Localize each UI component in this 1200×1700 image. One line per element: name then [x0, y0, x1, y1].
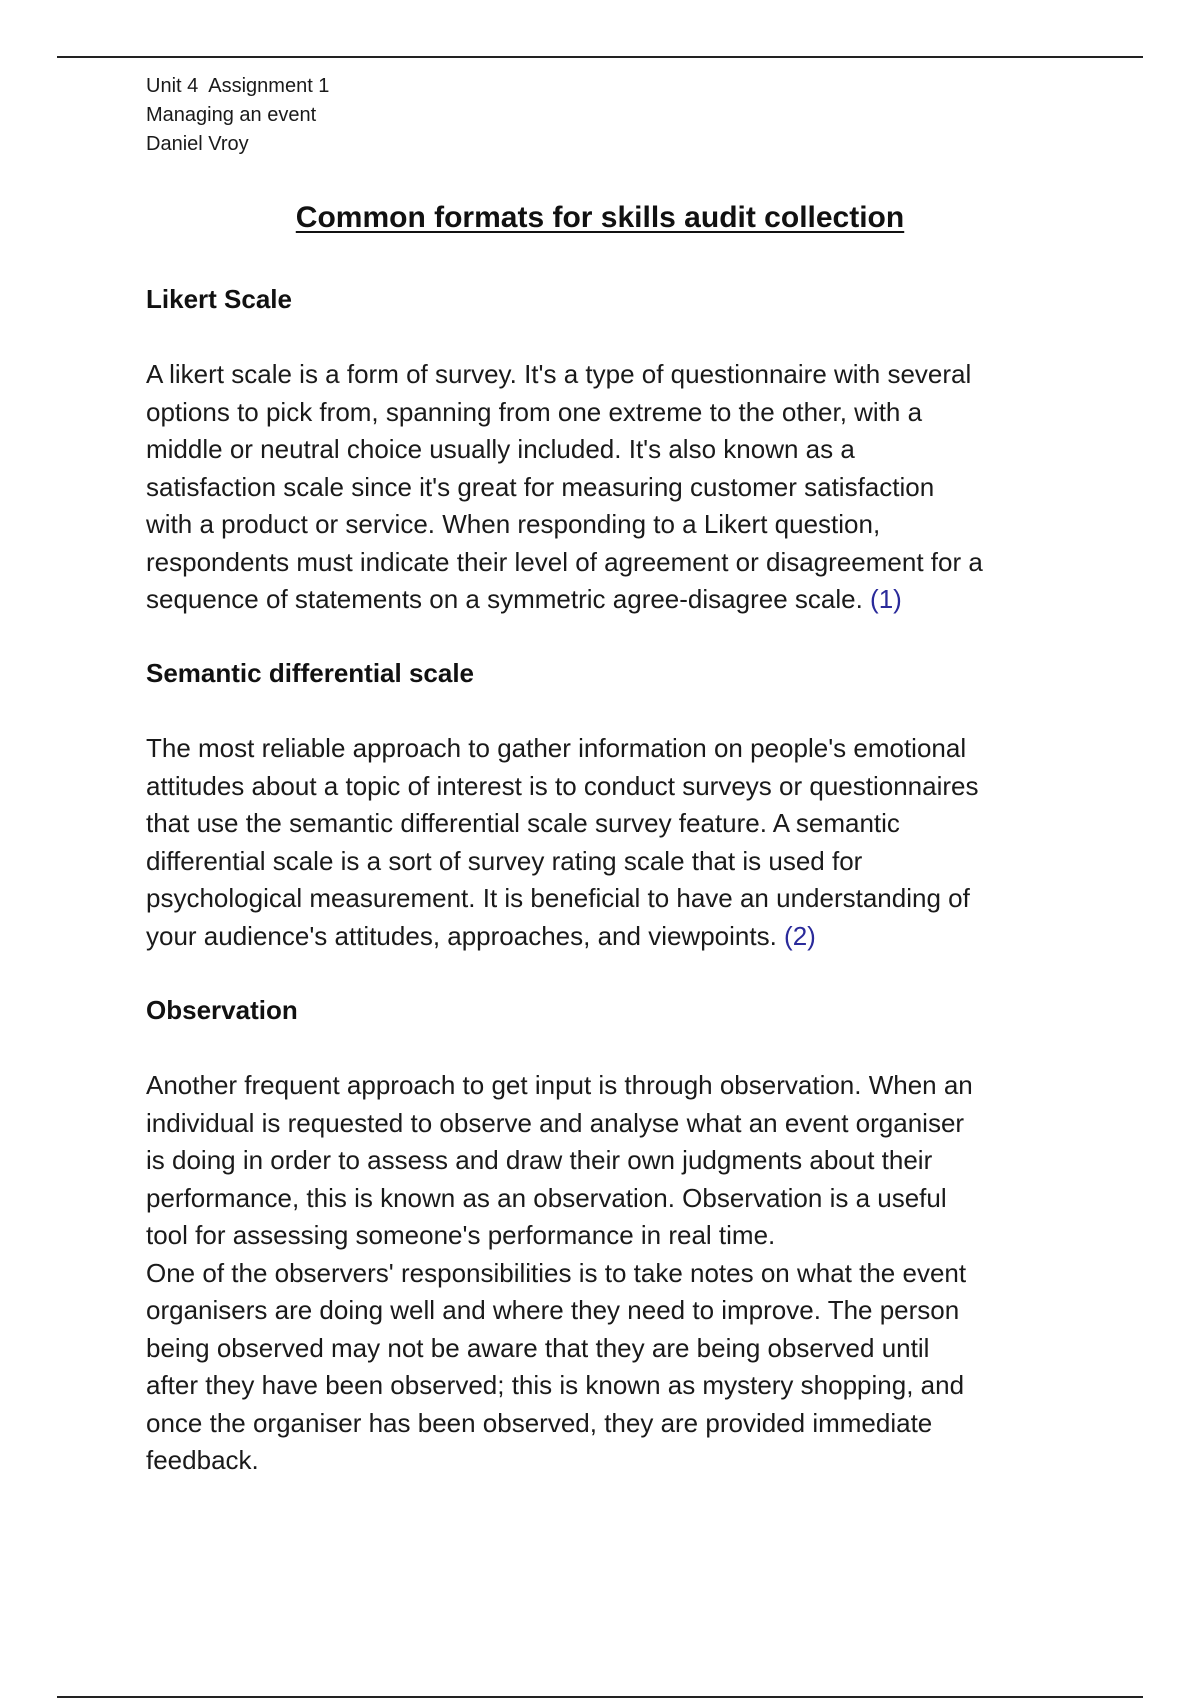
header-author: Daniel Vroy [146, 133, 249, 155]
paragraph-line: feedback. [146, 1445, 259, 1475]
paragraph-line: satisfaction scale since it's great for measuring customer satisfaction [146, 471, 935, 502]
paragraph-line: The most reliable approach to gather information on people's emotional [146, 733, 967, 763]
header-topic: Managing an event [146, 104, 317, 126]
paragraph-line: attitudes about a topic of interest is to conduct surveys or questionnaires [146, 770, 979, 801]
paragraph-line: respondents must indicate their level of agreement or disagreement for a [146, 546, 983, 577]
paragraph-line: after they have been observed; this is known as mystery shopping, and [146, 1370, 965, 1400]
paragraph-line: options to pick from, spanning from one extreme to the other, with a [146, 396, 923, 427]
paragraph-line-text: your audience's attitudes, approaches, and viewpoints. [146, 920, 777, 951]
section-heading-likert-scale: Likert Scale [146, 284, 292, 314]
paragraph-line: performance, this is known as an observation. Observation is a useful [146, 1182, 947, 1213]
section-heading-semantic-differential-scale: Semantic differential scale [146, 658, 475, 688]
paragraph-line: Another frequent approach to get input is through observation. When an [146, 1070, 973, 1100]
citation-link[interactable]: (1) [870, 584, 902, 614]
document-title: Common formats for skills audit collection [295, 201, 905, 234]
page-top-rule [57, 56, 1143, 58]
section-paragraph-observation [146, 1067, 1076, 1480]
paragraph-line: A likert scale is a form of survey. It's a type of questionnaire with several [146, 359, 972, 389]
paragraph-line [146, 918, 1076, 956]
paragraph-line-text: sequence of statements on a symmetric agree-disagree scale. [146, 584, 863, 614]
paragraph-line: that use the semantic differential scale survey feature. A semantic [146, 808, 900, 838]
paragraph-line: is doing in order to assess and draw their own judgments about their [146, 1145, 933, 1175]
paragraph-line: with a product or service. When responding to a Likert question, [146, 509, 881, 539]
paragraph-line: psychological measurement. It is beneficial to have an understanding of [146, 883, 970, 913]
paragraph-line: once the organiser has been observed, they are provided immediate [146, 1407, 933, 1438]
document-header [146, 72, 329, 159]
paragraph-line: individual is requested to observe and analyse what an event organiser [146, 1107, 965, 1138]
header-unit-assignment: Unit 4 Assignment 1 [146, 75, 330, 97]
paragraph-line: middle or neutral choice usually included. It's also known as a [146, 434, 855, 464]
section-paragraph-likert-scale [146, 356, 1076, 619]
page-bottom-rule [57, 1696, 1143, 1698]
citation-link[interactable]: (2) [784, 920, 816, 951]
section-paragraph-semantic-differential-scale [146, 730, 1076, 955]
paragraph-line: differential scale is a sort of survey rating scale that is used for [146, 845, 863, 876]
paragraph-line [146, 581, 1076, 619]
section-heading-observation: Observation [146, 995, 298, 1025]
paragraph-line: organisers are doing well and where they need to improve. The person [146, 1295, 960, 1325]
paragraph-line: tool for assessing someone's performance in real time. [146, 1220, 776, 1250]
paragraph-line: One of the observers' responsibilities is to take notes on what the event [146, 1257, 967, 1288]
paragraph-line: being observed may not be aware that they are being observed until [146, 1332, 930, 1363]
